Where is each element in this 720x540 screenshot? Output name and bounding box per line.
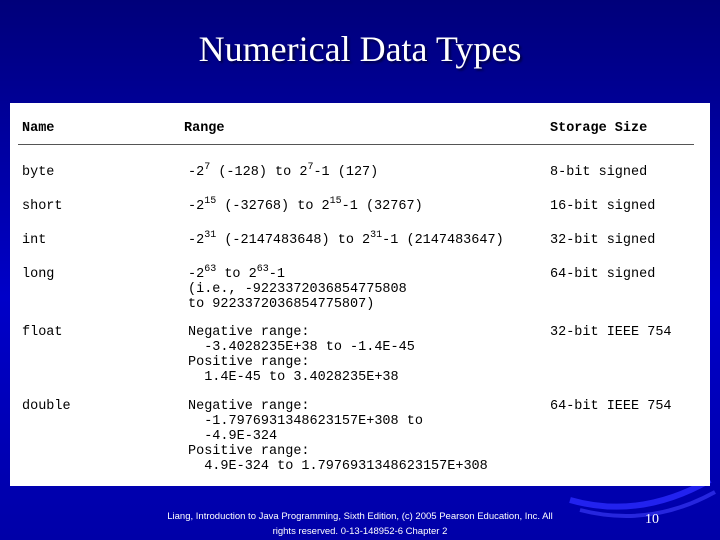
range-line: -4.9E-324 [188, 429, 278, 444]
header-storage-size: Storage Size [550, 121, 648, 136]
type-name: double [22, 399, 71, 414]
header-range: Range [184, 121, 225, 136]
range-line: $-2^{31}$ (-2147483648) to $2^{31}-1$ (2147483647) [188, 230, 504, 248]
type-name: long [22, 267, 55, 282]
page-number: 10 [645, 512, 659, 527]
type-name: short [22, 199, 63, 214]
range-line: $-2^{63}$ to $2^{63}-1$ [188, 264, 285, 282]
footer-citation [120, 509, 600, 539]
slide-title: Numerical Data Types [198, 29, 522, 69]
range-line: 1.4E-45 to 3.4028235E+38 [188, 370, 399, 385]
header-divider [18, 144, 694, 145]
range-line: Negative range: [188, 325, 310, 340]
range-line: Negative range: [188, 399, 310, 414]
footer-line-1: Liang, Introduction to Java Programming, Sixth Edition, (c) 2005 Pearson Education, Inc. All [167, 511, 553, 522]
range-line: to 9223372036854775807) [188, 297, 375, 312]
type-range [188, 264, 407, 312]
range-line: (i.e., -9223372036854775808 [188, 282, 407, 297]
exponent: 31 [204, 230, 217, 241]
type-range [188, 162, 379, 180]
exponent: 31 [370, 230, 383, 241]
range-line: $-2^{15}$ (-32768) to $2^{15}-1$ (32767) [188, 196, 423, 214]
exponent: 7 [307, 162, 314, 173]
header-name: Name [22, 121, 55, 136]
type-range [188, 399, 488, 474]
type-range [188, 230, 504, 248]
storage-size: 64-bit IEEE 754 [550, 399, 672, 414]
exponent: 63 [204, 264, 217, 275]
storage-size: 16-bit signed [550, 199, 656, 214]
storage-size: 8-bit signed [550, 165, 648, 180]
range-line: 4.9E-324 to 1.7976931348623157E+308 [188, 459, 488, 474]
exponent: 15 [204, 196, 217, 207]
type-name: float [22, 325, 63, 340]
exponent: 15 [329, 196, 342, 207]
range-line: Positive range: [188, 355, 310, 370]
exponent: 7 [204, 162, 211, 173]
exponent: 63 [256, 264, 269, 275]
storage-size: 32-bit signed [550, 233, 656, 248]
storage-size: 32-bit IEEE 754 [550, 325, 672, 340]
range-line: Positive range: [188, 444, 310, 459]
footer-line-2: rights reserved. 0-13-148952-6 Chapter 2 [272, 526, 448, 537]
type-name: byte [22, 165, 55, 180]
table-header [18, 121, 702, 137]
type-range [188, 325, 415, 385]
range-line: -1.7976931348623157E+308 to [188, 414, 423, 429]
type-name: int [22, 233, 47, 248]
type-range [188, 196, 423, 214]
range-line: $-2^7$ (-128) to $2^7-1$ (127) [188, 162, 379, 180]
storage-size: 64-bit signed [550, 267, 656, 282]
data-types-table-panel [10, 103, 710, 486]
range-line: -3.4028235E+38 to -1.4E-45 [188, 340, 415, 355]
